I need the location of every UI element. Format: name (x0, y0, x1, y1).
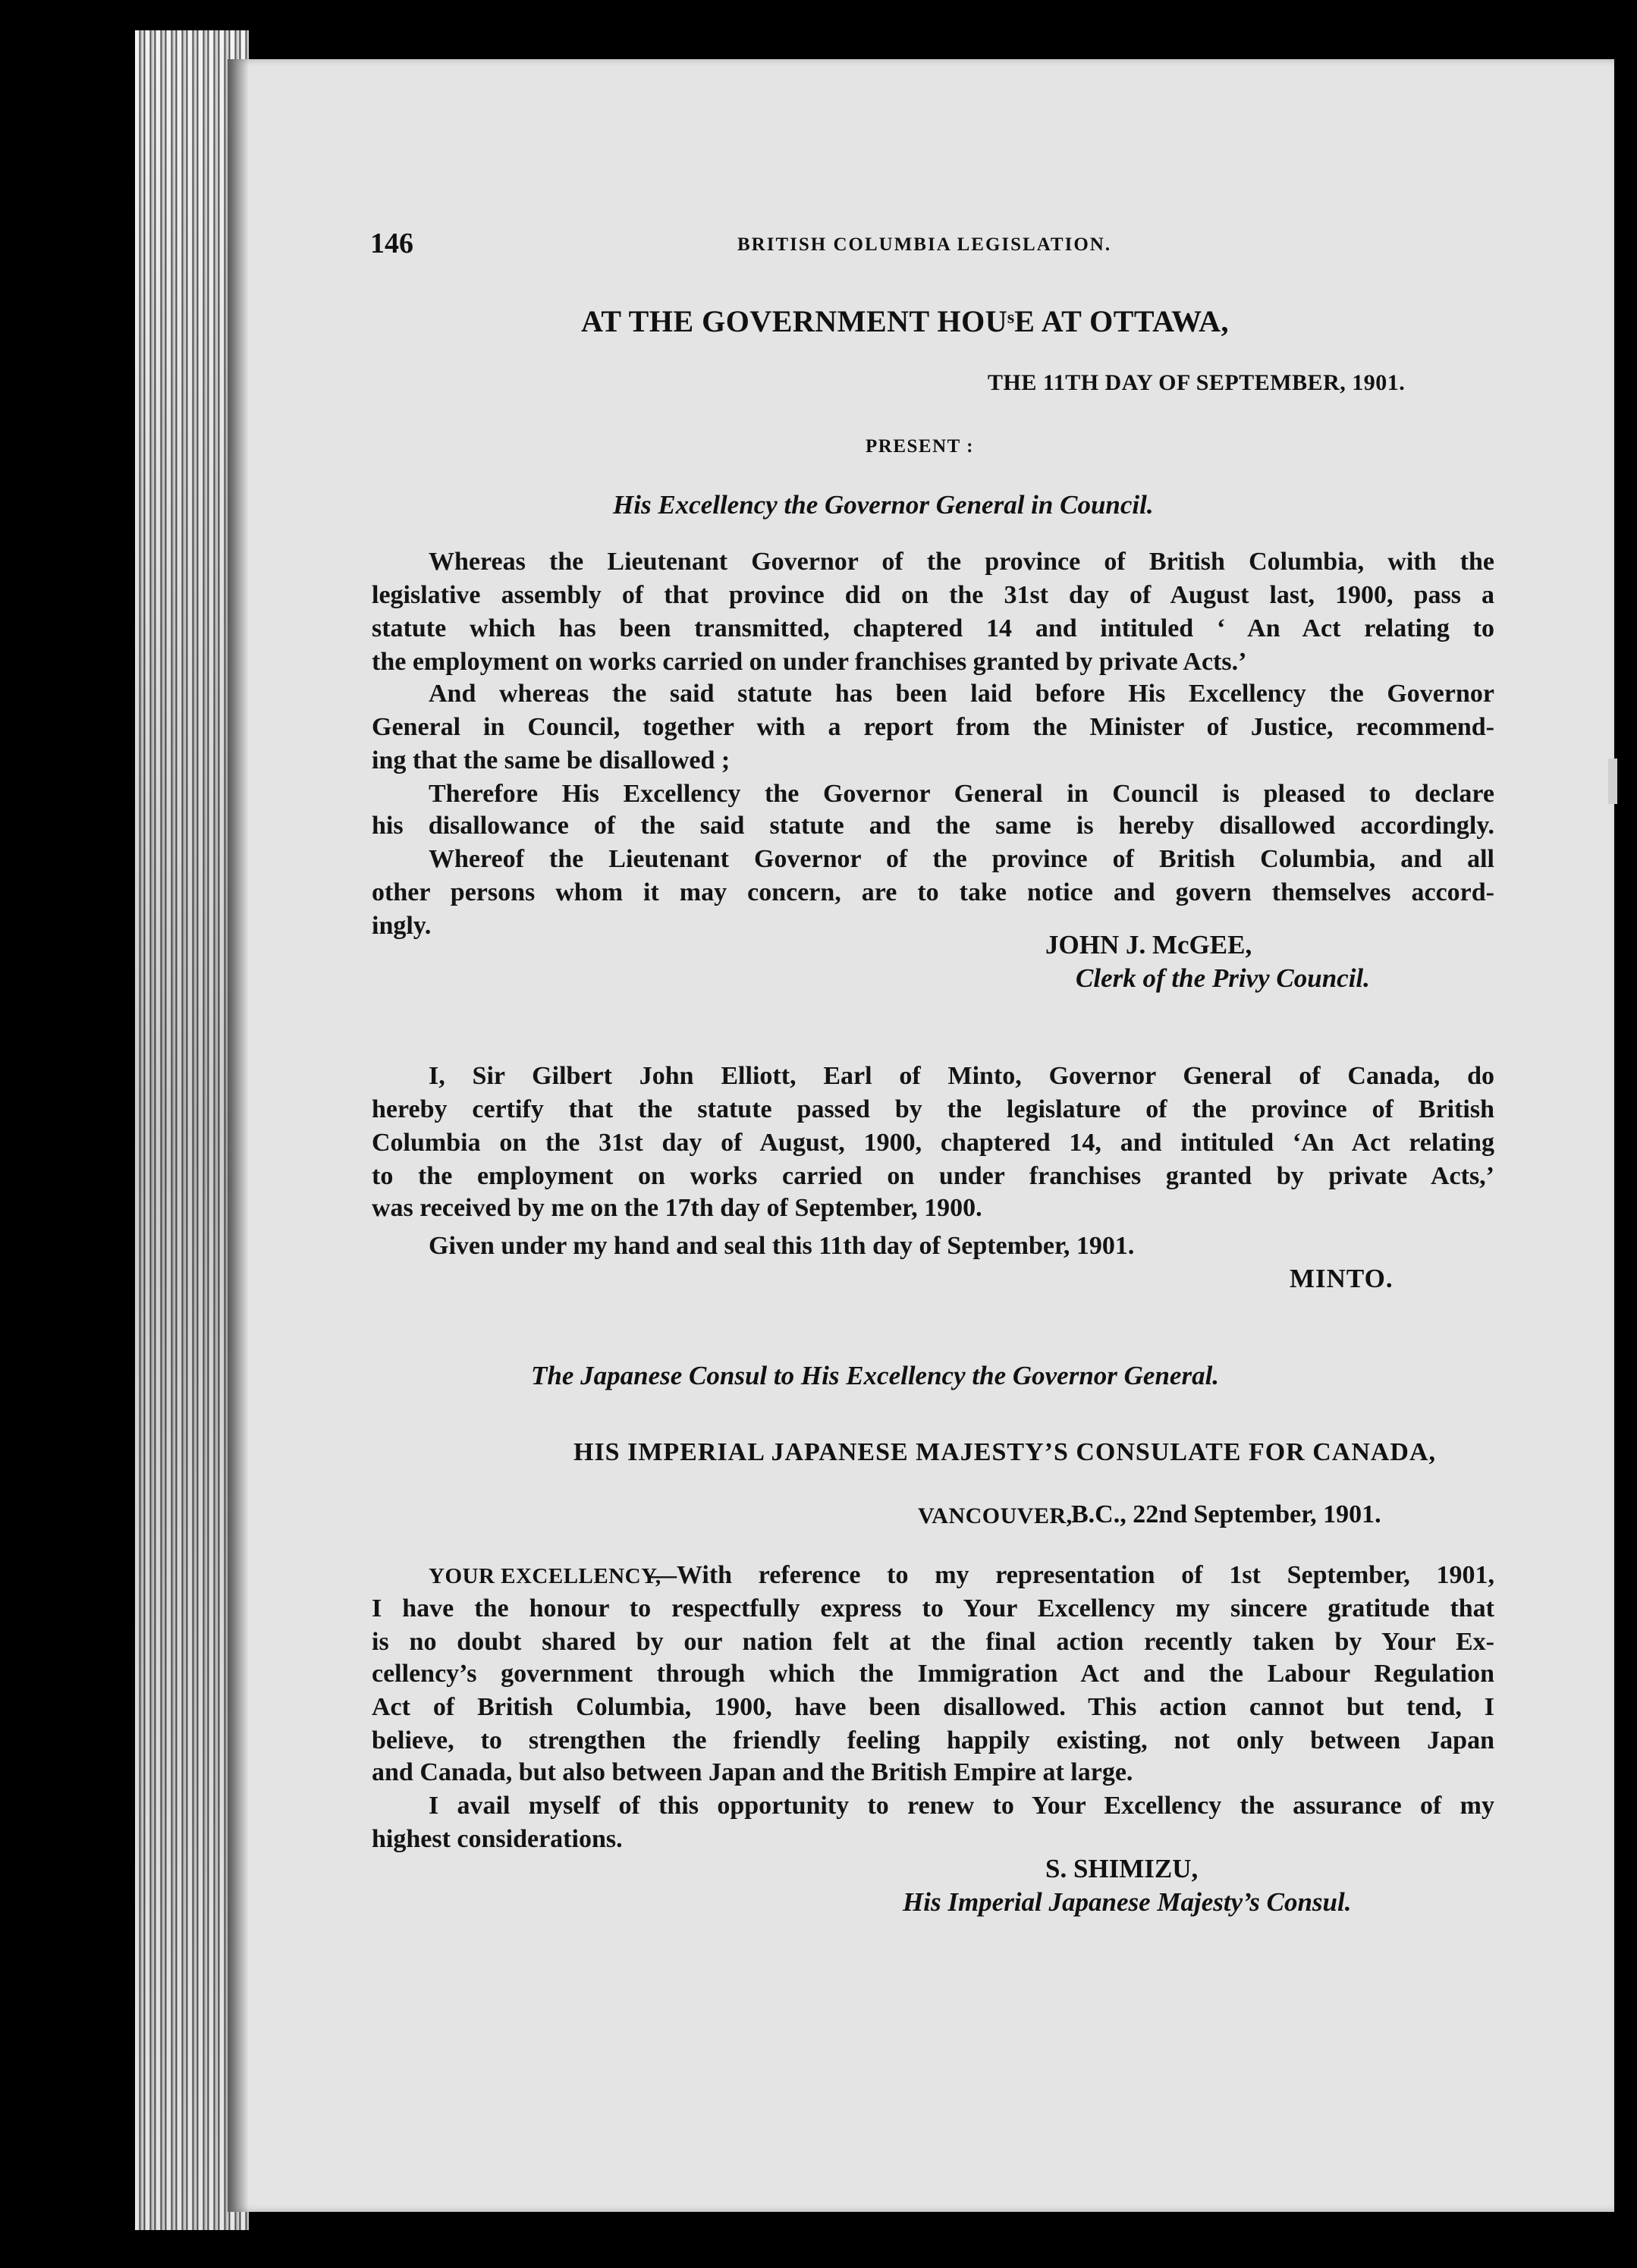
order-body-line: ing that the same be disallowed ; (372, 746, 731, 774)
certificate-line: to the employment on works carried on under franchises granted by private Acts,’ (372, 1162, 1494, 1190)
clerk-title: Clerk of the Privy Council. (1076, 963, 1370, 993)
order-body-line: his disallowance of the said statute and the same is hereby disallowed accordingly. (372, 812, 1494, 840)
certificate-line: I, Sir Gilbert John Elliott, Earl of Minto, Governor General of Canada, do (429, 1062, 1494, 1090)
consul-name: S. SHIMIZU, (1045, 1854, 1199, 1883)
order-body-line: And whereas the said statute has been laid before His Excellency the Governor (429, 680, 1494, 708)
order-body-line: statute which has been transmitted, chaptered 14 and intituled ‘ An Act relating to (372, 614, 1494, 642)
letter-line: I avail myself of this opportunity to renew to Your Excellency the assurance of my (429, 1792, 1494, 1820)
present-line: His Excellency the Governor General in Council. (613, 490, 1154, 520)
letter-heading: The Japanese Consul to His Excellency the Governor General. (531, 1361, 1220, 1390)
running-title: BRITISH COLUMBIA LEGISLATION. (737, 234, 1112, 255)
certificate-line: Columbia on the 31st day of August, 1900, chaptered 14, and intituled ‘An Act relating (372, 1129, 1494, 1157)
letter-date: B.C., 22nd September, 1901. (1071, 1500, 1381, 1528)
order-body-line: Therefore His Excellency the Governor General in Council is pleased to declare (429, 780, 1494, 808)
consul-title: His Imperial Japanese Majesty’s Consul. (903, 1887, 1352, 1917)
present-label: PRESENT : (866, 436, 974, 457)
letter-line: Act of British Columbia, 1900, have been disallowed. This action cannot but tend, I (372, 1693, 1494, 1721)
certificate-line: was received by me on the 17th day of September, 1900. (372, 1194, 982, 1222)
order-body-line: Whereof the Lieutenant Governor of the province of British Columbia, and all (429, 845, 1494, 873)
order-body-line: the employment on works carried on under franchises granted by private Acts.’ (372, 648, 1247, 676)
consulate-line: HIS IMPERIAL JAPANESE MAJESTY’S CONSULATE FOR CANADA, (573, 1438, 1437, 1466)
letter-line: cellency’s government through which the Immigration Act and the Labour Regulation (372, 1660, 1494, 1688)
order-heading: AT THE GOVERNMENT HOUˢE AT OTTAWA, (581, 304, 1230, 338)
certificate-given-line: Given under my hand and seal this 11th day of September, 1901. (429, 1232, 1135, 1260)
minto-signature: MINTO. (1290, 1264, 1393, 1293)
letter-line: highest considerations. (372, 1825, 623, 1853)
gutter-shadow (228, 59, 249, 2212)
order-body-line: General in Council, together with a report from the Minister of Justice, recommend- (372, 713, 1494, 741)
letter-line: —With reference to my representation of 1st September, 1901, (651, 1561, 1494, 1589)
letter-line: I have the honour to respectfully express to Your Excellency my sincere gratitude that (372, 1594, 1494, 1622)
order-date: THE 11TH DAY OF SEPTEMBER, 1901. (988, 370, 1406, 395)
letter-line: is no doubt shared by our nation felt at the final action recently taken by Your Ex- (372, 1628, 1494, 1656)
letter-line: and Canada, but also between Japan and the British Empire at large. (372, 1758, 1133, 1786)
letter-line: believe, to strengthen the friendly feeling happily existing, not only between Japan (372, 1726, 1494, 1754)
clerk-name: JOHN J. McGEE, (1045, 930, 1252, 960)
page-number: 146 (370, 228, 413, 259)
letter-city: VANCOUVER, (918, 1503, 1073, 1528)
order-body-line: ingly. (372, 912, 432, 940)
salutation: YOUR EXCELLENCY, (429, 1564, 661, 1588)
order-body-line: legislative assembly of that province did on the 31st day of August last, 1900, pass a (372, 581, 1494, 609)
certificate-line: hereby certify that the statute passed by the legislature of the province of British (372, 1095, 1494, 1123)
page-tab-mark (1608, 759, 1617, 804)
order-body-line: other persons whom it may concern, are to take notice and govern themselves accord- (372, 878, 1494, 906)
order-body-line: Whereas the Lieutenant Governor of the province of British Columbia, with the (429, 548, 1494, 576)
